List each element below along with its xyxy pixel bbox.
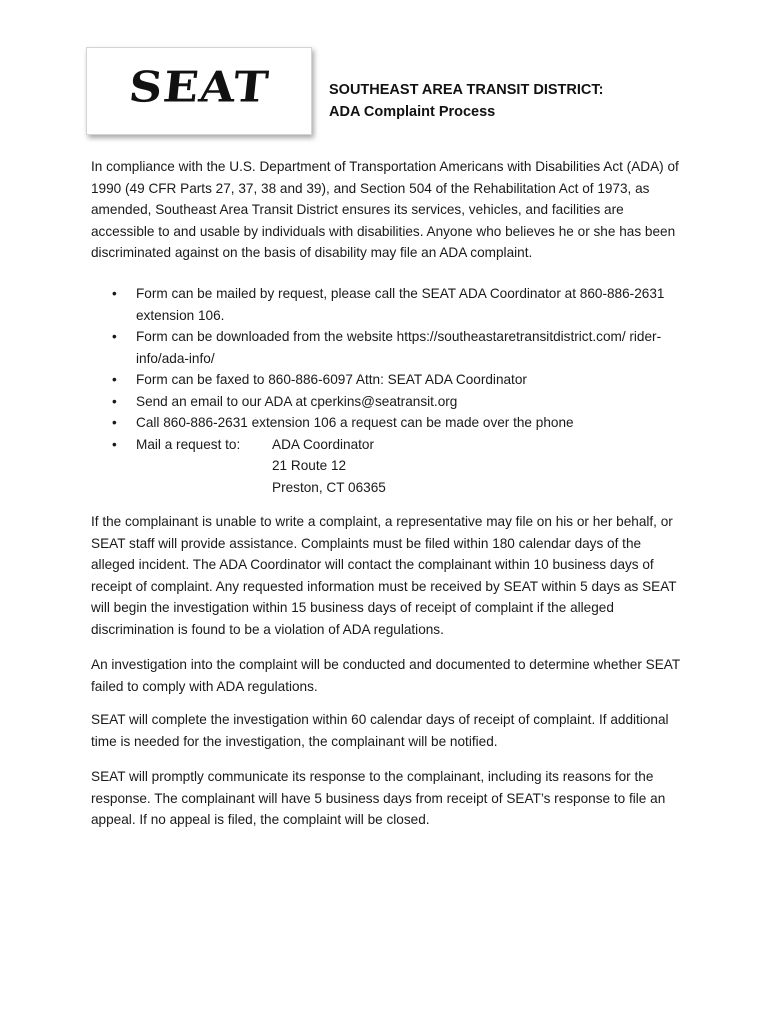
address-line: Preston, CT 06365	[272, 479, 386, 495]
mail-label: Mail a request to:	[136, 436, 241, 452]
list-item	[112, 412, 682, 434]
heading-agency: SOUTHEAST AREA TRANSIT DISTRICT:	[329, 82, 604, 98]
bullet-icon: •	[112, 286, 117, 301]
list-item	[112, 369, 682, 391]
completion-paragraph: SEAT will complete the investigation within 60 calendar days of receipt of complaint. If additional time is needed for the investigation, the complainant will be notified.	[91, 712, 669, 749]
bullet-icon: •	[112, 329, 117, 344]
bullet-icon: •	[112, 436, 117, 452]
heading-title: ADA Complaint Process	[329, 104, 496, 120]
bullet-icon: •	[112, 393, 117, 409]
filing-options-list	[112, 283, 682, 498]
mailing-address	[272, 434, 386, 499]
list-item	[112, 391, 682, 413]
document-heading	[329, 79, 603, 123]
list-item	[112, 326, 682, 369]
list-item-text: Form can be mailed by request, please call the SEAT ADA Coordinator at 860-886-2631 extension 106.	[136, 286, 665, 323]
logo-text: SEAT	[126, 62, 272, 112]
bullet-icon: •	[112, 372, 117, 387]
seat-logo	[86, 47, 312, 135]
assistance-paragraph: If the complainant is unable to write a complaint, a representative may file on his or her behalf, or SEAT staff will provide assistance. Complaints must be filed within 180 calendar days of the alleged incident. The ADA Coordinator will contact the complainant within 10 business days of receipt of complaint. Any requested information must be received by SEAT within 5 days as SEAT will begin the investigation within 15 business days of receipt of complaint if the alleged discrimination is found to be a violation of ADA regulations.	[91, 514, 677, 637]
address-line: ADA Coordinator	[272, 436, 375, 452]
list-item	[112, 283, 682, 326]
list-item-text: Call 860-886-2631 extension 106 a request can be made over the phone	[136, 415, 574, 430]
list-item-text: Form can be downloaded from the website https://southeastaretransitdistrict.com/ rider-info/ada-info/	[136, 329, 662, 366]
list-item-text: Form can be faxed to 860-886-6097 Attn: SEAT ADA Coordinator	[136, 372, 527, 387]
investigation-paragraph: An investigation into the complaint will be conducted and documented to determine whether SEAT failed to comply with ADA regulations.	[91, 657, 680, 694]
list-item-mail	[112, 434, 682, 499]
list-item-text: Send an email to our ADA at cperkins@seatransit.org	[136, 393, 458, 409]
address-line: 21 Route 12	[272, 458, 347, 473]
intro-paragraph: In compliance with the U.S. Department of Transportation Americans with Disabilities Act (ADA) of 1990 (49 CFR Parts 27, 37, 38 and 39), and Section 504 of the Rehabilitation Act of 1973, as amended, Southeast Area Transit District ensures its services, vehicles, and facilities are accessible to and usable by individuals with disabilities. Anyone who believes he or she has been discriminated against on the basis of disability may file an ADA complaint.	[91, 159, 679, 260]
bullet-icon: •	[112, 415, 117, 430]
response-paragraph: SEAT will promptly communicate its response to the complainant, including its reasons for the response. The complainant will have 5 business days from receipt of SEAT’s response to file an appeal. If no appeal is filed, the complaint will be closed.	[91, 769, 666, 827]
